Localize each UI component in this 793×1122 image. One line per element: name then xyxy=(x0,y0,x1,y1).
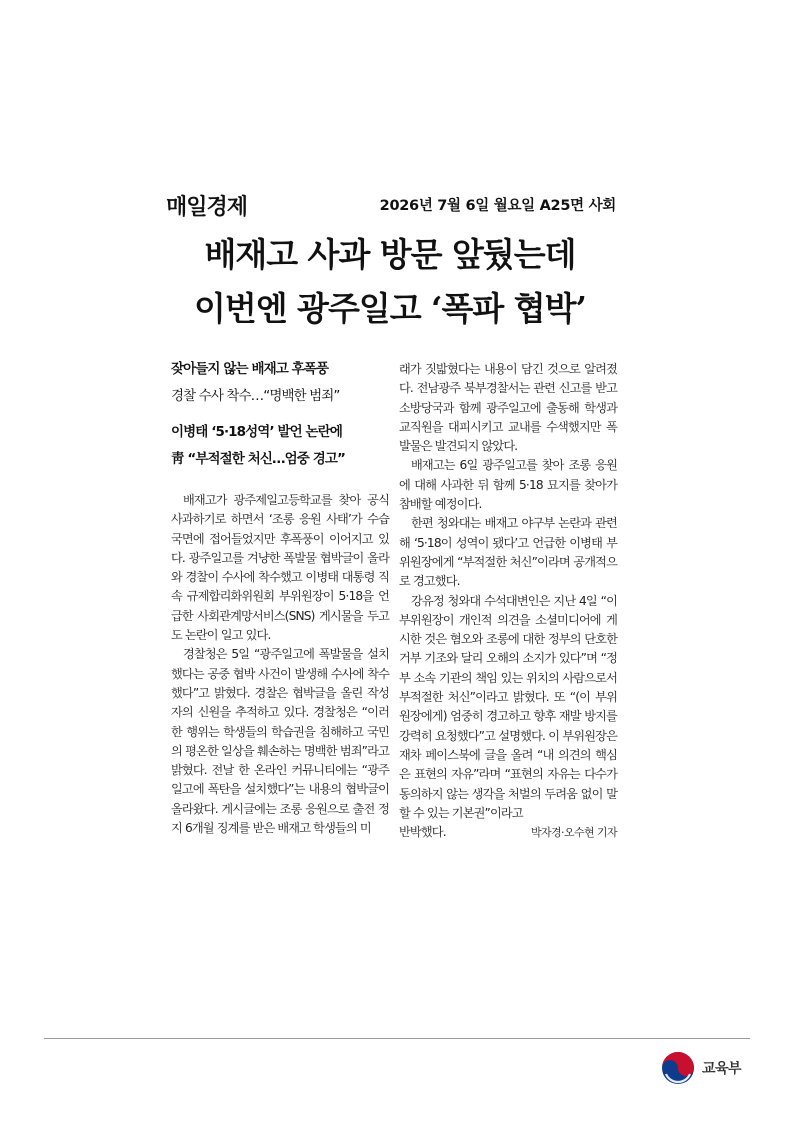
subhead-3: 이병태 ‘5·18성역’ 발언 논란에 xyxy=(171,424,342,440)
newspaper-name: 매일경제 xyxy=(166,195,248,220)
paragraph: 한편 청와대는 배재고 야구부 논란과 관련해 ‘5·18이 성역이 됐다’고 언급한 이병태 부위원장에게 “부적절한 처신”이라며 공개적으로 경고했다. xyxy=(399,516,617,589)
paragraph: 래가 짓밟혔다는 내용이 담긴 것으로 알려졌다. 전남광주 북부경찰서는 관련 신고를 받고 소방당국과 함께 광주일고에 출동해 학생과 교직원을 대피시키고 교내를 수색했지만 폭발물은 발견되지 않았다. xyxy=(399,362,617,454)
masthead xyxy=(166,190,616,224)
issue-info: 2026년 7월 6일 월요일 A25면 사회 xyxy=(379,198,616,214)
taegeuk-logo-icon xyxy=(660,1050,696,1086)
article-column-left xyxy=(171,360,389,838)
headline xyxy=(150,228,630,336)
article-closing-line xyxy=(399,823,617,842)
headline-line-1: 배재고 사과 방문 앞뒀는데 xyxy=(204,235,576,274)
ministry-name: 교육부 xyxy=(702,1061,742,1077)
closing-text: 반박했다. xyxy=(399,825,446,840)
subhead-1: 잦아들지 않는 배재고 후폭풍 xyxy=(171,361,329,377)
ministry-logo-block xyxy=(660,1050,760,1086)
article-body-left xyxy=(171,491,389,838)
footer-divider xyxy=(44,1038,750,1039)
subhead-2: 경찰 수사 착수…“명백한 범죄” xyxy=(171,388,340,404)
paragraph: 경찰청은 5일 “광주일고에 폭발물을 설치했다는 공중 협박 사건이 발생해 수사에 착수했다”고 밝혔다. 경찰은 협박글을 올린 작성자의 신원을 추적하고 있다. 경찰청은 “이러한 행위는 학생들의 학습권을 침해하고 국민의 평온한 일상을 훼손하는 명백한 범죄”라고 밝혔다. 전날 한 온라인 커뮤니티에는 “광주일고에 폭탄을 설치했다”는 내용의 협박글이 올라왔다. 게시글에는 조롱 응원으로 출전 정지 6개월 징계를 받은 배재고 학생들의 미 xyxy=(171,647,389,836)
paragraph: 강유정 청와대 수석대변인은 지난 4일 “이 부위원장이 개인적 의견을 소셜미디어에 게시한 것은 혐오와 조롱에 대한 정부의 단호한 거부 기조와 달리 오해의 소지가 있다”며 “정부 소속 기관의 책임 있는 위치의 사람으로서 부적절한 처신”이라고 밝혔다. 또 “(이 부위원장에게) 엄중히 경고하고 향후 재발 방지를 강력히 요청했다”고 설명했다. 이 부위원장은 재차 페이스북에 글을 올려 “내 의견의 핵심은 표현의 자유”라며 “표현의 자유는 다수가 동의하지 않는 생각을 처벌의 두려움 없이 말할 수 있는 기본권”이라고 xyxy=(399,593,617,820)
article-column-right xyxy=(399,360,617,842)
paragraph: 배재고는 6일 광주일고를 찾아 조롱 응원에 대해 사과한 뒤 함께 5·18 묘지를 찾아가 참배할 예정이다. xyxy=(399,458,617,512)
subhead-4: 靑 “부적절한 처신…엄중 경고” xyxy=(171,451,345,467)
article-body-right xyxy=(399,360,617,842)
byline: 박자경·오수현 기자 xyxy=(530,826,617,840)
headline-line-2: 이번엔 광주일고 ‘폭파 협박’ xyxy=(193,289,587,328)
paragraph: 배재고가 광주제일고등학교를 찾아 공식 사과하기로 하면서 ‘조롱 응원 사태’가 수습 국면에 접어들었지만 후폭풍이 이어지고 있다. 광주일고를 겨냥한 폭발물 협박글이 올라와 경찰이 수사에 착수했고 이병태 대통령 직속 규제합리화위원회 부위원장이 5·18을 언급한 사회관계망서비스(SNS) 게시물을 두고도 논란이 일고 있다. xyxy=(171,493,389,643)
